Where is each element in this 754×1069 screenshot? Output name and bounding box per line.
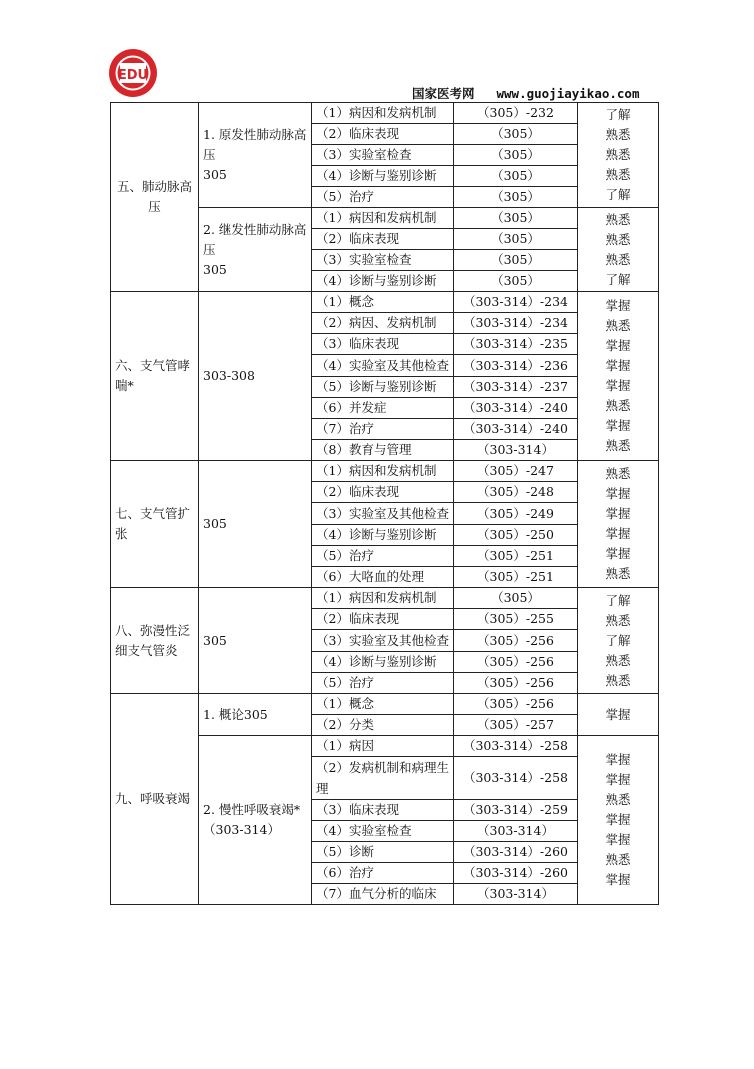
item-cell: （3）临床表现 — [312, 800, 454, 821]
level-label: 掌握 — [605, 812, 631, 827]
item-cell: （2）临床表现 — [312, 609, 454, 630]
ref-cell: （305）-249 — [454, 503, 578, 525]
item-cell: （8）教育与管理 — [312, 440, 454, 461]
level-label: 熟悉 — [605, 167, 631, 182]
ref-cell: （305） — [454, 187, 578, 208]
subtopic-cell: 305 — [199, 461, 312, 588]
item-cell: （2）临床表现 — [312, 124, 454, 145]
item-cell: （6）并发症 — [312, 398, 454, 419]
item-cell: （3）实验室及其他检查 — [312, 503, 454, 525]
level-cell — [578, 208, 659, 292]
item-cell: （5）诊断 — [312, 842, 454, 863]
subtopic-cell: 2. 继发性肺动脉高压 305 — [199, 208, 312, 292]
level-label: 了解 — [605, 592, 631, 608]
ref-cell: （303-314）-240 — [454, 419, 578, 440]
ref-cell: （305）-247 — [454, 461, 578, 482]
topic-cell: 九、呼吸衰竭 — [111, 694, 199, 905]
level-cell — [578, 588, 659, 694]
level-label: 掌握 — [605, 298, 631, 313]
level-label: 熟悉 — [605, 438, 631, 453]
topic-cell: 六、支气管哮喘* — [111, 292, 199, 461]
topic-cell: 八、弥漫性泛细支气管炎 — [111, 588, 199, 694]
table-row — [111, 461, 659, 482]
level-label: 熟悉 — [605, 398, 631, 413]
item-cell: （7）治疗 — [312, 419, 454, 440]
level-label: 掌握 — [605, 752, 631, 767]
ref-cell: （303-314） — [454, 821, 578, 842]
level-label: 掌握 — [605, 706, 631, 722]
table-row — [111, 103, 659, 124]
ref-cell: （305）-256 — [454, 694, 578, 715]
ref-cell: （303-314）-258 — [454, 736, 578, 757]
item-cell: （4）诊断与鉴别诊断 — [312, 166, 454, 187]
table-row — [111, 694, 659, 715]
item-cell: （1）病因 — [312, 736, 454, 757]
level-label: 熟悉 — [605, 566, 631, 581]
table-row — [111, 588, 659, 609]
ref-cell: （305）-251 — [454, 546, 578, 567]
item-cell: （1）病因和发病机制 — [312, 208, 454, 229]
item-cell: （1）概念 — [312, 694, 454, 715]
level-label: 掌握 — [605, 486, 631, 501]
level-label: 熟悉 — [605, 852, 631, 867]
ref-cell: （305）-251 — [454, 567, 578, 588]
table-row — [111, 292, 659, 313]
item-cell: （2）临床表现 — [312, 229, 454, 250]
item-cell: （1）病因和发病机制 — [312, 461, 454, 482]
site-url[interactable]: www.guojiayikao.com — [496, 86, 640, 101]
level-label: 掌握 — [605, 872, 631, 887]
item-cell: （5）治疗 — [312, 546, 454, 567]
ref-cell: （303-314）-240 — [454, 398, 578, 419]
ref-cell: （305）-256 — [454, 652, 578, 673]
ref-cell: （303-314）-260 — [454, 842, 578, 863]
ref-cell: （305） — [454, 124, 578, 145]
subtopic-cell: 305 — [199, 588, 312, 694]
level-label: 熟悉 — [605, 652, 631, 668]
level-label: 掌握 — [605, 418, 631, 433]
level-cell — [578, 694, 659, 736]
ref-cell: （305） — [454, 271, 578, 292]
ref-cell: （305） — [454, 145, 578, 166]
level-label: 熟悉 — [605, 231, 631, 247]
level-label: 熟悉 — [605, 251, 631, 267]
svg-text:EDU: EDU — [117, 68, 149, 83]
level-label: 掌握 — [605, 772, 631, 787]
subtopic-cell: 2. 慢性呼吸衰竭* （303-314） — [199, 736, 312, 905]
ref-cell: （303-314）-236 — [454, 355, 578, 377]
ref-cell: （303-314）-237 — [454, 377, 578, 398]
item-cell: （7）血气分析的临床 — [312, 884, 454, 905]
level-label: 掌握 — [605, 526, 631, 541]
ref-cell: （303-314）-234 — [454, 292, 578, 313]
item-cell: （4）诊断与鉴别诊断 — [312, 525, 454, 546]
ref-cell: （305） — [454, 250, 578, 271]
item-cell: （3）实验室及其他检查 — [312, 630, 454, 652]
level-label: 掌握 — [605, 832, 631, 847]
item-cell: （1）概念 — [312, 292, 454, 313]
ref-cell: （303-314） — [454, 884, 578, 905]
level-label: 熟悉 — [605, 127, 631, 142]
level-cell — [578, 103, 659, 208]
level-label: 掌握 — [605, 358, 631, 373]
level-label: 掌握 — [605, 546, 631, 561]
level-label: 了解 — [605, 107, 631, 122]
ref-cell: （305） — [454, 208, 578, 229]
ref-cell: （303-314）-234 — [454, 313, 578, 334]
level-label: 掌握 — [605, 338, 631, 353]
ref-cell: （305）-257 — [454, 715, 578, 736]
ref-cell: （305）-256 — [454, 630, 578, 652]
item-cell: （4）实验室检查 — [312, 821, 454, 842]
item-cell: （5）诊断与鉴别诊断 — [312, 377, 454, 398]
item-cell: （6）大咯血的处理 — [312, 567, 454, 588]
level-label: 了解 — [605, 632, 631, 648]
ref-cell: （305）-256 — [454, 673, 578, 694]
item-cell: （2）临床表现 — [312, 482, 454, 503]
subtopic-cell: 303-308 — [199, 292, 312, 461]
item-cell: （3）实验室检查 — [312, 145, 454, 166]
site-header — [412, 84, 640, 102]
ref-cell: （305）-232 — [454, 103, 578, 124]
item-cell: （2）分类 — [312, 715, 454, 736]
ref-cell: （303-314）-258 — [454, 757, 578, 800]
topic-cell: 七、支气管扩张 — [111, 461, 199, 588]
item-cell: （5）治疗 — [312, 673, 454, 694]
ref-cell: （303-314） — [454, 440, 578, 461]
level-label: 熟悉 — [605, 672, 631, 688]
level-cell — [578, 736, 659, 905]
syllabus-table — [110, 102, 659, 905]
site-name: 国家医考网 — [412, 86, 475, 101]
ref-cell: （303-314）-259 — [454, 800, 578, 821]
guojiayikao-logo — [108, 48, 158, 98]
level-cell — [578, 292, 659, 461]
item-cell: （3）实验室检查 — [312, 250, 454, 271]
ref-cell: （305）-250 — [454, 525, 578, 546]
level-label: 掌握 — [605, 506, 631, 521]
level-label: 掌握 — [605, 378, 631, 393]
ref-cell: （305）-255 — [454, 609, 578, 630]
level-label: 熟悉 — [605, 612, 631, 628]
topic-cell: 五、肺动脉高压 — [111, 103, 199, 292]
item-cell: （4）诊断与鉴别诊断 — [312, 271, 454, 292]
subtopic-cell: 1. 原发性肺动脉高压 305 — [199, 103, 312, 208]
item-cell: （3）临床表现 — [312, 334, 454, 355]
ref-cell: （305） — [454, 229, 578, 250]
level-label: 熟悉 — [605, 792, 631, 807]
level-label: 熟悉 — [605, 318, 631, 333]
ref-cell: （305）-248 — [454, 482, 578, 503]
ref-cell: （305） — [454, 588, 578, 609]
item-cell: （5）治疗 — [312, 187, 454, 208]
level-cell — [578, 461, 659, 588]
level-label: 熟悉 — [605, 147, 631, 162]
ref-cell: （305） — [454, 166, 578, 187]
item-cell: （4）实验室及其他检查 — [312, 355, 454, 377]
item-cell: （2）发病机制和病理生理 — [312, 757, 454, 800]
level-label: 熟悉 — [605, 466, 631, 481]
subtopic-cell: 1. 概论305 — [199, 694, 312, 736]
item-cell: （2）病因、发病机制 — [312, 313, 454, 334]
item-cell: （1）病因和发病机制 — [312, 588, 454, 609]
item-cell: （4）诊断与鉴别诊断 — [312, 652, 454, 673]
level-label: 了解 — [605, 187, 631, 202]
ref-cell: （303-314）-235 — [454, 334, 578, 355]
level-label: 了解 — [605, 271, 631, 287]
item-cell: （1）病因和发病机制 — [312, 103, 454, 124]
item-cell: （6）治疗 — [312, 863, 454, 884]
level-label: 熟悉 — [605, 211, 631, 227]
ref-cell: （303-314）-260 — [454, 863, 578, 884]
